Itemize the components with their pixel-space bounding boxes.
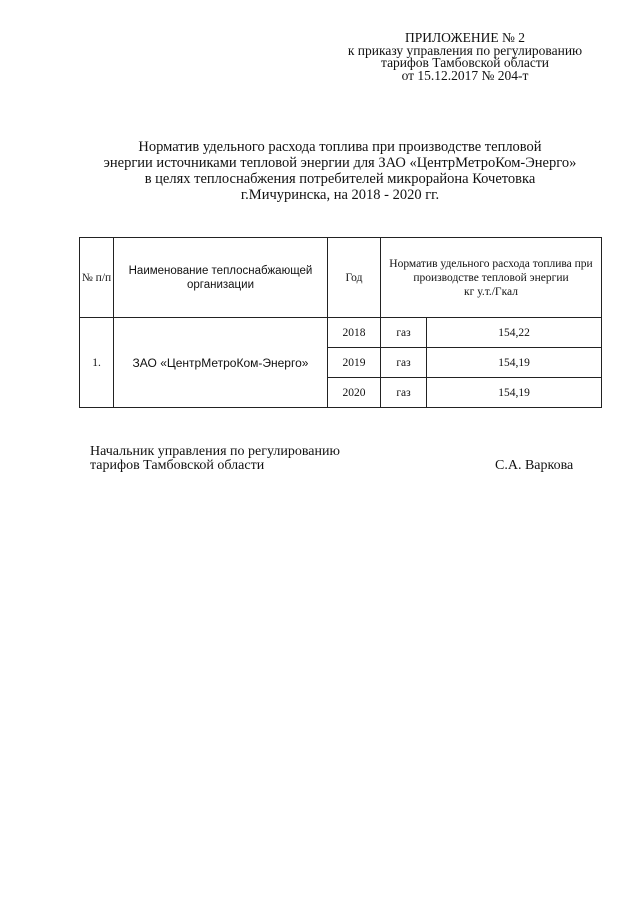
fuel-cell: газ (381, 318, 427, 348)
document-title (60, 139, 620, 203)
document-title-line-1: Норматив удельного расхода топлива при производстве тепловой (138, 139, 542, 155)
appendix-header (300, 32, 630, 82)
fuel-cell: газ (381, 348, 427, 378)
signatory-name: С.А. Варкова (495, 458, 574, 473)
norm-value-cell: 154,19 (427, 348, 602, 378)
signatory-position-line-2: тарифов Тамбовской области (90, 458, 265, 473)
signatory-position-line-1: Начальник управления по регулированию (90, 444, 340, 459)
appendix-date-number: от 15.12.2017 № 204-т (401, 67, 529, 83)
header-year: Год (328, 238, 381, 318)
fuel-cell: газ (381, 378, 427, 408)
document-title-line-4: г.Мичуринска, на 2018 - 2020 гг. (240, 187, 440, 203)
appendix-authority: тарифов Тамбовской области (381, 55, 549, 70)
table-header-row (80, 238, 602, 318)
year-cell: 2020 (328, 378, 381, 408)
document-title-line-3: в целях теплоснабжения потребителей микрорайона Кочетовка (144, 171, 536, 187)
appendix-order-ref: к приказу управления по регулированию (347, 42, 583, 58)
norm-value-cell: 154,22 (427, 318, 602, 348)
year-cell: 2018 (328, 318, 381, 348)
header-organization: Наименование теплоснабжающей организации (114, 238, 328, 318)
header-norm-description: Норматив удельного расхода топлива при производстве тепловой энергии (389, 257, 593, 284)
document-title-line-2: энергии источниками тепловой энергии для ЗАО «ЦентрМетроКом-Энерго» (103, 155, 577, 171)
appendix-title: ПРИЛОЖЕНИЕ № 2 (404, 30, 526, 45)
row-number: 1. (80, 318, 114, 408)
header-norm (381, 238, 602, 318)
norm-value-cell: 154,19 (427, 378, 602, 408)
header-norm-unit: кг у.т./Гкал (464, 285, 518, 298)
year-cell: 2019 (328, 348, 381, 378)
table-row (80, 318, 602, 348)
header-number: № п/п (80, 238, 114, 318)
fuel-norms-table (79, 237, 602, 408)
organization-name: ЗАО «ЦентрМетроКом-Энерго» (114, 318, 328, 408)
